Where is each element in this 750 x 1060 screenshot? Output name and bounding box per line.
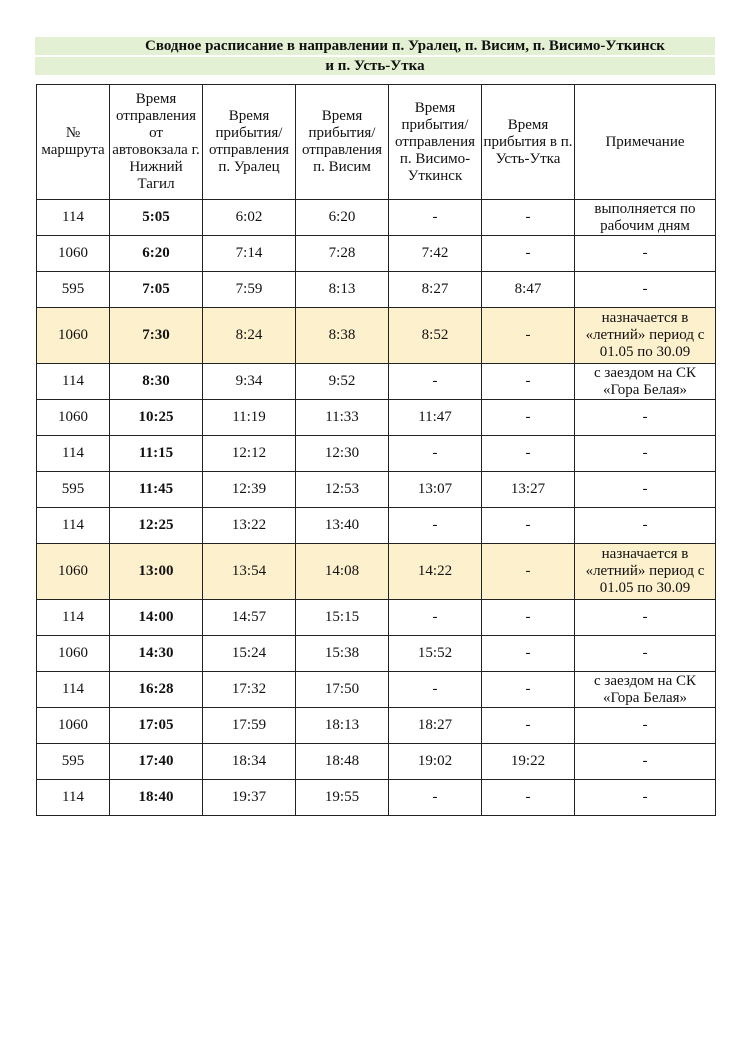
title-line-1: Сводное расписание в направлении п. Уралец, п. Висим, п. Висимо-Уткинск xyxy=(35,37,715,55)
cell-ust-utka: - xyxy=(482,544,575,600)
cell-visimo-utkinsk: - xyxy=(389,672,482,708)
cell-visimo-utkinsk: 7:42 xyxy=(389,236,482,272)
cell-note: - xyxy=(575,272,716,308)
cell-visim: 14:08 xyxy=(296,544,389,600)
table-row xyxy=(37,200,716,236)
cell-departure: 5:05 xyxy=(110,200,203,236)
col-header-visimo-utkinsk: Время прибытия/ отправления п. Висимо-Уткинск xyxy=(389,85,482,200)
table-row xyxy=(37,672,716,708)
cell-ust-utka: - xyxy=(482,236,575,272)
cell-uralets: 19:37 xyxy=(203,780,296,816)
cell-note: - xyxy=(575,436,716,472)
cell-departure: 17:40 xyxy=(110,744,203,780)
cell-note: с заездом на СК «Гора Белая» xyxy=(575,364,716,400)
cell-visim: 8:13 xyxy=(296,272,389,308)
cell-ust-utka: - xyxy=(482,308,575,364)
cell-note: - xyxy=(575,600,716,636)
cell-visim: 9:52 xyxy=(296,364,389,400)
table-row xyxy=(37,708,716,744)
cell-route: 114 xyxy=(37,200,110,236)
cell-uralets: 8:24 xyxy=(203,308,296,364)
cell-route: 1060 xyxy=(37,308,110,364)
cell-uralets: 11:19 xyxy=(203,400,296,436)
cell-ust-utka: 19:22 xyxy=(482,744,575,780)
cell-visim: 12:53 xyxy=(296,472,389,508)
cell-visimo-utkinsk: - xyxy=(389,200,482,236)
cell-departure: 7:05 xyxy=(110,272,203,308)
cell-visimo-utkinsk: - xyxy=(389,364,482,400)
cell-note: с заездом на СК «Гора Белая» xyxy=(575,672,716,708)
table-row xyxy=(37,780,716,816)
cell-departure: 18:40 xyxy=(110,780,203,816)
cell-visimo-utkinsk: - xyxy=(389,436,482,472)
cell-route: 595 xyxy=(37,472,110,508)
cell-visim: 15:38 xyxy=(296,636,389,672)
schedule-table xyxy=(36,84,716,816)
table-row xyxy=(37,544,716,600)
cell-visim: 12:30 xyxy=(296,436,389,472)
cell-note: назначается в «летний» период с 01.05 по 30.09 xyxy=(575,308,716,364)
cell-visimo-utkinsk: 19:02 xyxy=(389,744,482,780)
cell-departure: 11:15 xyxy=(110,436,203,472)
cell-route: 114 xyxy=(37,780,110,816)
col-header-route: № маршрута xyxy=(37,85,110,200)
cell-uralets: 17:59 xyxy=(203,708,296,744)
cell-uralets: 12:39 xyxy=(203,472,296,508)
table-row xyxy=(37,472,716,508)
cell-note: назначается в «летний» период с 01.05 по 30.09 xyxy=(575,544,716,600)
cell-uralets: 9:34 xyxy=(203,364,296,400)
cell-ust-utka: - xyxy=(482,436,575,472)
table-row xyxy=(37,436,716,472)
document-title xyxy=(35,37,715,77)
table-row xyxy=(37,744,716,780)
table-row xyxy=(37,636,716,672)
cell-ust-utka: - xyxy=(482,508,575,544)
cell-note: - xyxy=(575,780,716,816)
cell-uralets: 18:34 xyxy=(203,744,296,780)
cell-route: 595 xyxy=(37,272,110,308)
schedule-body xyxy=(37,200,716,816)
cell-visimo-utkinsk: 15:52 xyxy=(389,636,482,672)
cell-visimo-utkinsk: 8:52 xyxy=(389,308,482,364)
cell-ust-utka: - xyxy=(482,636,575,672)
col-header-uralets: Время прибытия/ отправления п. Уралец xyxy=(203,85,296,200)
cell-visim: 15:15 xyxy=(296,600,389,636)
table-row xyxy=(37,508,716,544)
cell-note: - xyxy=(575,636,716,672)
cell-ust-utka: - xyxy=(482,200,575,236)
cell-uralets: 13:22 xyxy=(203,508,296,544)
cell-visim: 7:28 xyxy=(296,236,389,272)
cell-route: 114 xyxy=(37,364,110,400)
cell-departure: 11:45 xyxy=(110,472,203,508)
cell-uralets: 7:14 xyxy=(203,236,296,272)
cell-route: 114 xyxy=(37,600,110,636)
cell-visim: 19:55 xyxy=(296,780,389,816)
cell-route: 114 xyxy=(37,508,110,544)
cell-visimo-utkinsk: 14:22 xyxy=(389,544,482,600)
cell-note: - xyxy=(575,508,716,544)
cell-departure: 12:25 xyxy=(110,508,203,544)
cell-ust-utka: - xyxy=(482,600,575,636)
cell-departure: 16:28 xyxy=(110,672,203,708)
cell-note: выполняется по рабочим дням xyxy=(575,200,716,236)
table-row xyxy=(37,308,716,364)
cell-note: - xyxy=(575,236,716,272)
cell-ust-utka: - xyxy=(482,400,575,436)
cell-visimo-utkinsk: - xyxy=(389,780,482,816)
cell-visimo-utkinsk: - xyxy=(389,508,482,544)
cell-visimo-utkinsk: - xyxy=(389,600,482,636)
cell-route: 1060 xyxy=(37,544,110,600)
cell-route: 1060 xyxy=(37,400,110,436)
cell-visim: 18:13 xyxy=(296,708,389,744)
cell-visim: 13:40 xyxy=(296,508,389,544)
cell-note: - xyxy=(575,472,716,508)
col-header-departure: Время отправления от автовокзала г. Нижний Тагил xyxy=(110,85,203,200)
cell-uralets: 7:59 xyxy=(203,272,296,308)
cell-route: 595 xyxy=(37,744,110,780)
table-row xyxy=(37,272,716,308)
cell-route: 1060 xyxy=(37,708,110,744)
table-row xyxy=(37,236,716,272)
col-header-ust-utka: Время прибытия в п. Усть-Утка xyxy=(482,85,575,200)
cell-uralets: 15:24 xyxy=(203,636,296,672)
cell-route: 1060 xyxy=(37,636,110,672)
title-line-2: и п. Усть-Утка xyxy=(35,57,715,75)
cell-visim: 11:33 xyxy=(296,400,389,436)
cell-visim: 17:50 xyxy=(296,672,389,708)
cell-route: 114 xyxy=(37,672,110,708)
cell-uralets: 17:32 xyxy=(203,672,296,708)
cell-uralets: 14:57 xyxy=(203,600,296,636)
cell-ust-utka: - xyxy=(482,672,575,708)
cell-visimo-utkinsk: 13:07 xyxy=(389,472,482,508)
cell-note: - xyxy=(575,744,716,780)
cell-ust-utka: - xyxy=(482,708,575,744)
cell-note: - xyxy=(575,400,716,436)
cell-ust-utka: - xyxy=(482,780,575,816)
cell-uralets: 6:02 xyxy=(203,200,296,236)
cell-route: 114 xyxy=(37,436,110,472)
cell-departure: 17:05 xyxy=(110,708,203,744)
cell-departure: 6:20 xyxy=(110,236,203,272)
cell-visimo-utkinsk: 11:47 xyxy=(389,400,482,436)
cell-ust-utka: - xyxy=(482,364,575,400)
table-row xyxy=(37,600,716,636)
cell-departure: 7:30 xyxy=(110,308,203,364)
table-row xyxy=(37,400,716,436)
cell-uralets: 12:12 xyxy=(203,436,296,472)
cell-departure: 13:00 xyxy=(110,544,203,600)
cell-visim: 6:20 xyxy=(296,200,389,236)
cell-departure: 14:00 xyxy=(110,600,203,636)
cell-visim: 18:48 xyxy=(296,744,389,780)
col-header-visim: Время прибытия/ отправления п. Висим xyxy=(296,85,389,200)
cell-visimo-utkinsk: 18:27 xyxy=(389,708,482,744)
cell-departure: 10:25 xyxy=(110,400,203,436)
cell-departure: 8:30 xyxy=(110,364,203,400)
header-row xyxy=(37,85,716,200)
cell-route: 1060 xyxy=(37,236,110,272)
cell-visim: 8:38 xyxy=(296,308,389,364)
cell-visimo-utkinsk: 8:27 xyxy=(389,272,482,308)
cell-uralets: 13:54 xyxy=(203,544,296,600)
cell-departure: 14:30 xyxy=(110,636,203,672)
cell-ust-utka: 8:47 xyxy=(482,272,575,308)
col-header-note: Примечание xyxy=(575,85,716,200)
cell-ust-utka: 13:27 xyxy=(482,472,575,508)
table-row xyxy=(37,364,716,400)
cell-note: - xyxy=(575,708,716,744)
